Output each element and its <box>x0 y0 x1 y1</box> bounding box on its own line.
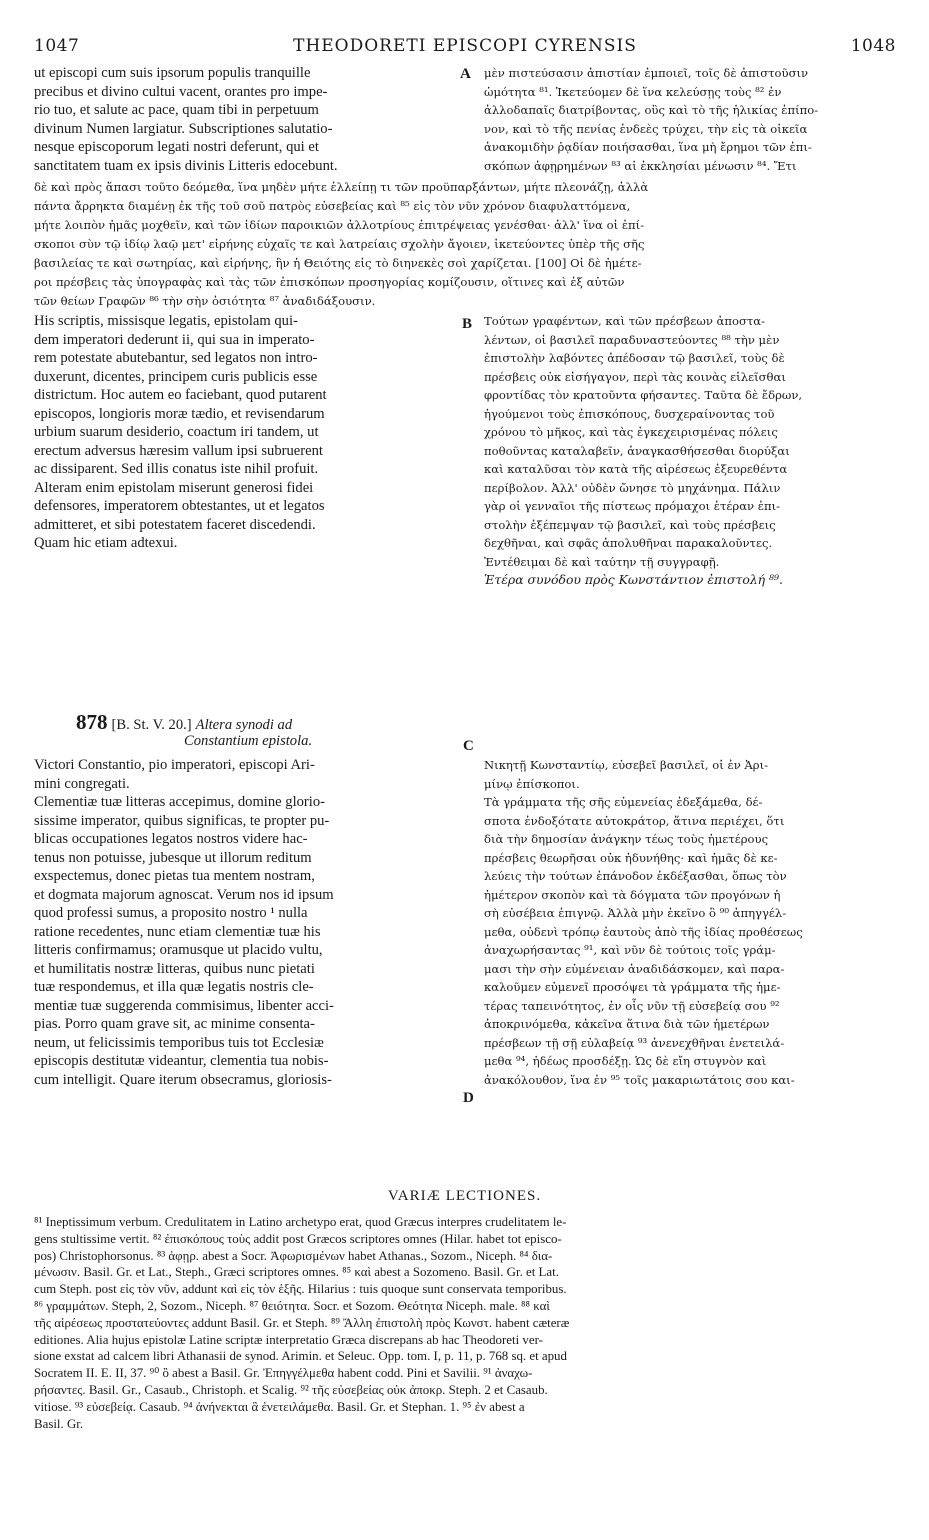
latin-column-block3 <box>34 756 454 1089</box>
latin-line: erectum adversus hæresim vallum ipsi subruerent <box>34 442 323 459</box>
greek-line: δὲ καὶ πρὸς ἅπασι τοῦτο δεόμεθα, ἵνα μηδὲν μήτε ἐλλείπῃ τι τῶν προϋπαρξάντων, μήτε πλεονάζῃ, ἀλλὰ <box>34 180 649 194</box>
greek-line: πρέσβεις θεωρῆσαι οὐκ ἠδυνήθης· καὶ ἡμᾶς δὲ κε- <box>484 850 778 865</box>
note-line: τῆς αἱρέσεως προστατεύοντες addunt Basil. Gr. et Steph. ⁸⁹ Ἄλλη ἐπιστολὴ πρὸς Κωνστ. habent cæteræ <box>34 1315 570 1330</box>
note-line: ρήσαντες. Basil. Gr., Casaub., Christoph. et Scalig. ⁹² τῆς εὐσεβείας οὐκ ἀποκρ. Steph. 2 et Casaub. <box>34 1382 548 1397</box>
margin-marker-c: C <box>463 738 474 754</box>
latin-line: litteris confirmamus; oramusque ut placido vultu, <box>34 942 323 958</box>
note-line: ⁸¹ Ineptissimum verbum. Credulitatem in Latino archetypo erat, quod Græcus interpres crudelitatem le- <box>34 1215 567 1229</box>
greek-line: καλοῦμεν εὐμενεῖ προσόψει τὰ γράμματα τῆς ἡμε- <box>484 980 781 994</box>
greek-line: ποθοῦντας καταλαβεῖν, ἀναγκασθήσεσθαι διορύξαι <box>484 443 790 458</box>
latin-line: blicas occupationes legatos nostros videre hac- <box>34 831 308 847</box>
latin-line: tenus non potuisse, jubesque ut illorum reditum <box>34 849 312 866</box>
greek-line: πρέσβεων τῇ σῇ εὐλαβείᾳ ⁹³ ἀνενεχθῆναι ἐνετειλά- <box>484 1035 785 1050</box>
latin-line: quod professi sumus, a proposito nostro ¹ nulla <box>34 905 308 921</box>
greek-line: σὴ εὐσέβεια ἐπιγνῷ. Ἀλλὰ μὴν ἐκεῖνο ὃ ⁹⁰ ἀπηγγέλ- <box>484 906 787 920</box>
latin-line: His scriptis, missisque legatis, epistolam qui- <box>34 313 298 329</box>
greek-line: ἡμέτερον σκοπὸν καὶ τὰ δόγματα τῶν προγόνων ἡ <box>484 887 781 902</box>
greek-line: Τούτων γραφέντων, καὶ τῶν πρέσβεων ἀποστα- <box>484 314 766 328</box>
greek-line: δεχθῆναι, καὶ σφᾶς ἀπολυθῆναι παρακαλοῦντες. <box>484 536 773 550</box>
note-line: vitiose. ⁹³ εὐσεβείᾳ. Casaub. ⁹⁴ ἀνήνεκται ἃ ἐνετειλάμεθα. Basil. Gr. et Stephan. 1. ⁹⁵ ἐν abest a <box>34 1399 525 1414</box>
greek-line: σκοποι σὺν τῷ ἰδίῳ λαῷ μετ' εἰρήνης εὐχαῖς τε καὶ λατρείαις σχολὴν ἄγοιεν, ἱκετεύοντες ὑπὲρ τῆς σῆς <box>34 237 645 251</box>
greek-line: Νικητῇ Κωνσταντίῳ, εὐσεβεῖ βασιλεῖ, οἱ ἐν Ἀρι- <box>484 758 769 772</box>
latin-column-block1 <box>34 64 454 175</box>
variae-lectiones-notes <box>34 1214 896 1432</box>
note-line: sione exstat ad calcem libri Athanasii de synod. Arimin. et Seleuc. Opp. tom. I, p. 11, p. 768 sq. et apud <box>34 1349 567 1364</box>
latin-line: episcopos, longioris moræ tædio, et revisendarum <box>34 405 325 422</box>
latin-line: sissime imperator, quibus significas, te propter pu- <box>34 812 330 829</box>
greek-line: ἐπιστολὴν λαβόντες ἀπέδοσαν τῷ βασιλεῖ, τοὺς δὲ <box>484 351 785 365</box>
greek-column-block3 <box>484 756 896 1089</box>
greek-fullwidth-paragraph <box>34 178 896 311</box>
margin-marker-a: A <box>460 66 471 82</box>
margin-marker-d: D <box>463 1090 474 1106</box>
greek-line: ἀποκρινόμεθα, κἀκεῖνα ἅτινα διὰ τῶν ἡμετέρων <box>484 1017 770 1031</box>
note-line: ⁸⁶ γραμμάτων. Steph, 2, Sozom., Niceph. ⁸⁷ θειότητα. Socr. et Sozom. Θεότητα Niceph. male. ⁸⁸ καὶ <box>34 1298 550 1313</box>
greek-line: νον, καὶ τὸ τῆς πενίας ἐνδεὲς τρύχει, τὴν εἰς τὰ οἰκεῖα <box>484 121 808 136</box>
greek-line: σκόπων ἀφῃρημένων ⁸³ αἱ ἐκκλησίαι μένωσιν ⁸⁴. Ἔτι <box>484 158 797 173</box>
note-line: Socratem II. E. II, 37. ⁹⁰ ὃ abest a Basil. Gr. Ἐπηγγέλμεθα habent codd. Pini et Savilii. ⁹¹ ἀναχω- <box>34 1366 533 1381</box>
greek-line: πρέσβεις οὐκ εἰσήγαγον, περὶ τὰς κοινὰς εἱλεῖσθαι <box>484 369 786 384</box>
variae-lectiones-heading: VARIÆ LECTIONES. <box>387 1188 542 1204</box>
greek-line: διὰ τὴν δημοσίαν ἀνάγκην τέως τοὺς ἡμετέρους <box>484 832 769 846</box>
section-number: 878 <box>76 710 108 734</box>
greek-section-heading: Ἑτέρα συνόδου πρὸς Κωνστάντιον ἐπιστολή ⁸⁹. <box>484 572 783 587</box>
latin-line: cum intelligit. Quare iterum obsecramus, gloriosis- <box>34 1071 332 1088</box>
greek-line: μὲν πιστεύσασιν ἀπιστίαν ἐμποιεῖ, τοῖς δὲ ἀπιστοῦσιν <box>484 66 809 80</box>
latin-line: pias. Porro quam grave sit, ac minime consenta- <box>34 1016 315 1032</box>
latin-line: sanctitatem tuam ex ipsis divinis Litteris edocebunt. <box>34 157 338 174</box>
margin-marker-b: B <box>462 316 473 332</box>
greek-line: στολὴν ἐξέπεμψαν τῷ βασιλεῖ, καὶ τοὺς πρέσβεις <box>484 517 776 532</box>
latin-line: ut episcopi cum suis ipsorum populis tranquille <box>34 65 311 81</box>
greek-line: χρόνου τὸ μῆκος, καὶ τὰς ἐγκεχειρισμένας πόλεις <box>484 425 778 439</box>
greek-line: Ἐντέθειμαι δὲ καὶ ταύτην τῇ συγγραφῇ. <box>484 554 720 569</box>
greek-line: ἀναχωρήσαντας ⁹¹, καὶ νῦν δὲ τούτοις τοῖς γράμ- <box>484 943 776 957</box>
latin-line: tuæ respondemus, et illa quæ legatis nostris cle- <box>34 979 314 995</box>
latin-line: duxerunt, dicentes, principem curis publicis esse <box>34 368 318 385</box>
greek-line: μασι τὴν σὴν εὐμένειαν ἀναδιδάσκομεν, καὶ παρα- <box>484 961 785 976</box>
latin-line: rem potestate abutebantur, sed legatos non intro- <box>34 350 318 366</box>
latin-line: precibus et divino cultui vacent, orantes pro impe- <box>34 83 328 100</box>
latin-line: et humilitatis nostræ litteras, quibus nunc pietati <box>34 960 315 977</box>
note-line: gens stultissime vertit. ⁸² ἐπισκόπους τοὺς addit post Græcos scriptores omnes (Hilar. habet tot episco- <box>34 1231 562 1246</box>
latin-line: nesque episcoporum legati nostri deferunt, qui et <box>34 139 319 155</box>
latin-line: mini congregati. <box>34 775 130 792</box>
greek-column-block1 <box>484 64 896 175</box>
note-line: μένωσιν. Basil. Gr. et Lat., Steph., Græci scriptores omnes. ⁸⁵ καὶ abest a Sozomeno. Basil. Gr. et Lat. <box>34 1265 559 1280</box>
latin-line: ratione recedentes, nunc etiam clementiæ tuæ his <box>34 923 321 940</box>
note-line: Basil. Gr. <box>34 1416 84 1431</box>
latin-line: exspectemus, donec pietas tua mentem nostram, <box>34 868 315 884</box>
running-title: THEODORETI EPISCOPI CYRENSIS <box>293 36 637 56</box>
greek-line: καὶ καταλῦσαι τὸν κατὰ τῆς αἱρέσεως ἐξευρεθέντα <box>484 462 788 476</box>
greek-line: ἡγούμενοι τοὺς ἐπισκόπους, δυσχεραίνοντας τοῦ <box>484 406 775 421</box>
greek-line: μεθα ⁹⁴, ἡδέως προσδέξῃ. Ὡς δὲ εἴη στυγνὸν καὶ <box>484 1054 767 1068</box>
page-number-right: 1048 <box>850 36 896 56</box>
latin-line: defensores, imperatorem obtestantes, ut et legatos <box>34 498 325 514</box>
section-reference: [B. St. V. 20.] <box>111 717 192 733</box>
greek-line: ἀνακόλουθον, ἵνα ἐν ⁹⁵ τοῖς μακαριωτάτοις σου και- <box>484 1072 795 1087</box>
section-title-line1: Altera synodi ad <box>195 717 293 733</box>
latin-column-block2 <box>34 312 454 553</box>
latin-line: episcopis destitutæ videantur, clementia tua nobis- <box>34 1053 329 1069</box>
greek-line: πάντα ἄρρηκτα διαμένῃ ἐκ τῆς τοῦ σοῦ πατρὸς εὐσεβείας καὶ ⁸⁵ εἰς τὸν νῦν χρόνον διαφυλαττόμενα, <box>34 199 631 213</box>
greek-line: περίβολον. Ἀλλ' οὐδὲν ὤνησε τὸ μηχάνημα. Πάλιν <box>484 480 781 495</box>
latin-line: dem imperatori dederunt ii, qui sua in imperato- <box>34 331 315 348</box>
note-line: cum Steph. post εἰς τὸν νῦν, addunt καὶ εἰς τὸν ἑξῆς. Hilarius : tuis quoque sunt conservata temporibus. <box>34 1282 567 1297</box>
greek-line: βασιλείας τε καὶ σωτηρίας, καὶ εἰρήνης, ἣν ἡ Θειότης εἰς τὸ διηνεκὲς σοὶ χαρίζεται. [100] Οἱ δὲ ἡμέτε- <box>34 256 642 270</box>
latin-line: rio tuo, et salute ac pace, quam tibi in perpetuum <box>34 102 319 118</box>
greek-line: μήτε λοιπὸν ἡμᾶς μοχθεῖν, καὶ τῶν ἰδίων παροικιῶν ἀλλοτρίους ἐπιτρέψειας γενέσθαι· ἀλλ' ἵνα οἱ ἐπί- <box>34 218 645 232</box>
greek-line: λεύεις τὴν τούτων ἐπάνοδον ἐκδέξασθαι, ὅπως τὸν <box>484 869 787 883</box>
greek-line: λέντων, οἱ βασιλεῖ παραδυναστεύοντες ⁸⁸ τὴν μὲν <box>484 332 780 347</box>
latin-line: Alteram enim epistolam miserunt generosi fidei <box>34 479 314 496</box>
latin-line: Clementiæ tuæ litteras accepimus, domine glorio- <box>34 794 326 810</box>
latin-line: et dogmata majorum agnoscat. Verum nos id ipsum <box>34 886 334 903</box>
greek-line: μεθα, οὐδενὶ τρόπῳ ἑαυτοὺς ἀπὸ τῆς ἰδίας προθέσεως <box>484 924 803 939</box>
greek-line: Τὰ γράμματα τῆς σῆς εὐμενείας ἐδεξάμεθα, δέ- <box>484 795 763 809</box>
greek-line: ροι πρέσβεις τὰς ὑπογραφὰς καὶ τὰς τῶν ἐπισκόπων προσηγορίας κομίζουσιν, οἵτινες καὶ ἐξ αὐτῶν <box>34 275 625 289</box>
greek-line: ἀλλοδαπαῖς διατρίβοντας, οὓς καὶ τὸ τῆς ἡλικίας ἐπίπο- <box>484 103 819 117</box>
latin-line: Victori Constantio, pio imperatori, episcopi Ari- <box>34 757 315 773</box>
latin-line: urbium suarum desiderio, coactum iri tandem, ut <box>34 424 319 440</box>
greek-line: σποτα ἐνδοξότατε αὐτοκράτορ, ἅτινα περιέχει, ὅτι <box>484 813 785 828</box>
section-title-line2: Constantium epistola. <box>184 733 313 749</box>
greek-line: τῶν θείων Γραφῶν ⁸⁶ τὴν σὴν ὁσιότητα ⁸⁷ ἀναδιδάξουσιν. <box>34 294 376 308</box>
greek-line: ἀνακομιδὴν ῥᾳδίαν ποιήσασθαι, ἵνα μὴ ἔρημοι τῶν ἐπι- <box>484 140 812 154</box>
greek-column-block2 <box>484 312 896 590</box>
running-header <box>34 36 896 60</box>
latin-line: ac dissiparent. Sed illis conatus iste nihil profuit. <box>34 461 319 477</box>
greek-line: μίνῳ ἐπίσκοποι. <box>484 776 580 791</box>
greek-line: ὠμότητα ⁸¹. Ἱκετεύομεν δὲ ἵνα κελεύσῃς τοὺς ⁸² ἐν <box>484 84 782 99</box>
greek-line: τέρας ταπεινότητος, ἐν οἷς νῦν τῇ εὐσεβείᾳ σου ⁹² <box>484 998 780 1013</box>
page-number-left: 1047 <box>34 36 80 56</box>
note-line: pos) Christophorsonus. ⁸³ ἀφῃρ. abest a Socr. Ἀφωρισμένων habet Athanas., Sozom., Niceph. ⁸⁴ δια- <box>34 1248 553 1263</box>
latin-line: admitteret, et sibi potestatem faceret discedendi. <box>34 516 316 533</box>
note-line: editiones. Alia hujus epistolæ Latine scriptæ interpretatio Græca discrepans ab hac Theodoreti ver- <box>34 1332 543 1347</box>
latin-line: mentiæ tuæ suggerenda commisimus, libenter acci- <box>34 997 334 1014</box>
latin-line: districtum. Hoc autem eo faciebant, quod putarent <box>34 387 327 403</box>
latin-line: neum, ut felicissimis temporibus tuis tot Ecclesiæ <box>34 1034 324 1051</box>
latin-line: divinum Numen largiatur. Subscriptiones salutatio- <box>34 120 333 137</box>
greek-line: γὰρ οἱ γενναῖοι τῆς πίστεως πρόμαχοι ἑτέραν ἐπι- <box>484 499 781 513</box>
greek-line: φροντίδας τὸν κρατοῦντα φήσαντες. Ταῦτα δὲ ἔδρων, <box>484 388 803 402</box>
latin-line: Quam hic etiam adtexui. <box>34 535 178 551</box>
